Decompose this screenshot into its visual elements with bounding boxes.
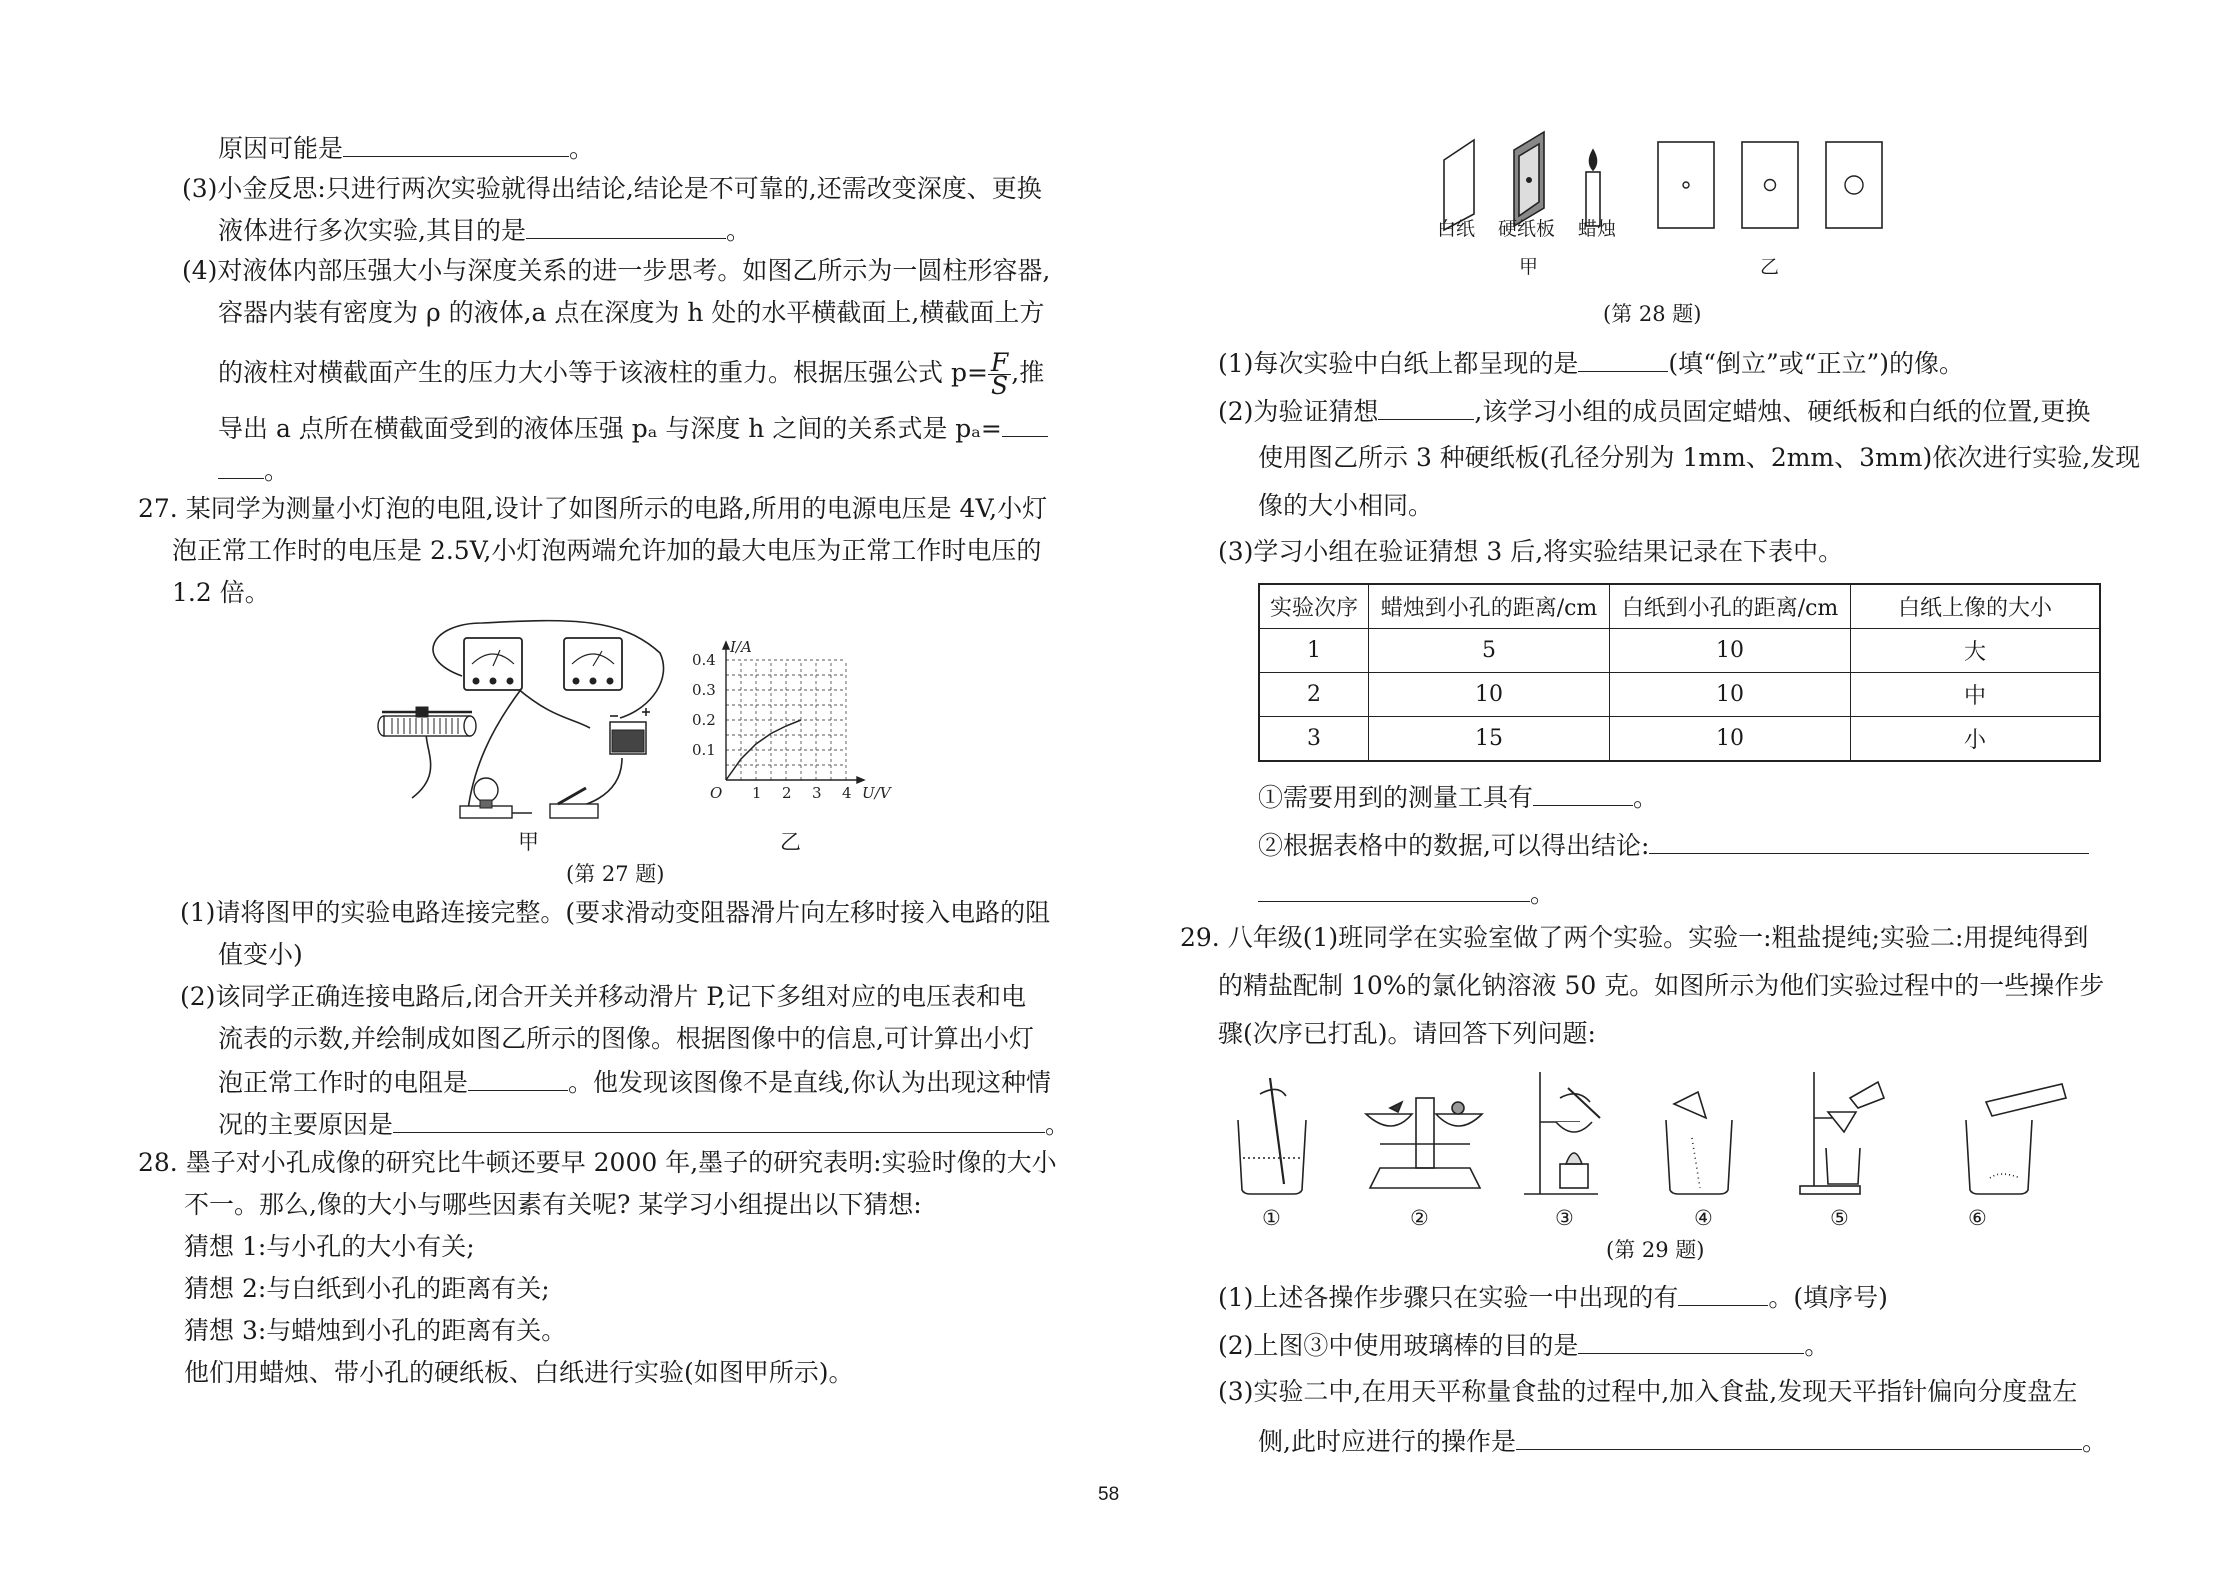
white-paper — [1444, 140, 1474, 230]
cardboard — [1514, 132, 1544, 226]
x-axis-arrow — [857, 777, 864, 783]
x-tick-label: 3 — [812, 784, 822, 802]
table-cell: 小 — [1851, 717, 2101, 762]
q27-line2: 泡正常工作时的电压是 2.5V,小灯泡两端允许加的最大电压为正常工作时电压的 — [172, 536, 1042, 565]
fig27-label-b: 乙 — [780, 830, 801, 854]
q28-c1: ①需要用到的测量工具有 。 — [1258, 783, 1659, 812]
q29-line1: 29. 八年级(1)班同学在实验室做了两个实验。实验一:粗盐提纯;实验二:用提纯得到 — [1180, 923, 2089, 952]
table-cell: 3 — [1259, 717, 1369, 762]
answer-blank[interactable] — [218, 454, 264, 479]
fig28-caption: (第 28 题) — [1603, 302, 1702, 326]
x-axis-label: U/V — [862, 784, 891, 802]
table-cell: 10 — [1369, 673, 1610, 717]
q28-guess2: 猜想 2:与白纸到小孔的距离有关; — [184, 1274, 550, 1303]
q28-sub2-line3: 像的大小相同。 — [1258, 491, 1434, 520]
answer-blank[interactable] — [1516, 1425, 2082, 1450]
evaporating-dish — [1524, 1072, 1600, 1194]
fig29-label-5: ⑤ — [1830, 1206, 1849, 1230]
q27-sub1-line2: 值变小) — [218, 940, 303, 969]
q26-sub4-line5: 。 — [218, 454, 289, 486]
q26-sub3-line2: 液体进行多次实验,其目的是 。 — [218, 216, 751, 245]
q26-sub4-line4: 导出 a 点所在横截面受到的液体压强 pₐ 与深度 h 之间的关系式是 pₐ= — [218, 412, 1048, 444]
table-cell: 10 — [1610, 673, 1851, 717]
answer-blank[interactable] — [468, 1066, 568, 1091]
balance-scale — [1366, 1098, 1482, 1188]
y-axis-label: I/A — [730, 638, 752, 656]
q28-line2: 不一。那么,像的大小与哪些因素有关呢? 某学习小组提出以下猜想: — [184, 1190, 922, 1219]
q27-line3: 1.2 倍。 — [172, 578, 270, 607]
pressure-fraction: $\frac{F}{S}$ — [988, 352, 1011, 397]
fig29-caption: (第 29 题) — [1606, 1238, 1705, 1262]
fig29-label-4: ④ — [1694, 1206, 1713, 1230]
table-cell: 大 — [1851, 629, 2101, 673]
y-tick-label: 0.2 — [692, 711, 716, 729]
answer-blank[interactable] — [1002, 412, 1048, 437]
q28-c2: ②根据表格中的数据,可以得出结论: — [1258, 829, 2089, 861]
x-tick-label: 4 — [842, 784, 852, 802]
q29-sub2: (2)上图③中使用玻璃棒的目的是 。 — [1218, 1331, 1830, 1360]
page-number: 58 — [1098, 1484, 1120, 1505]
q29-sub3-line2: 侧,此时应进行的操作是 。 — [1258, 1427, 2107, 1456]
fig29-label-3: ③ — [1555, 1206, 1574, 1230]
answer-blank[interactable] — [343, 132, 569, 157]
q28-guess1: 猜想 1:与小孔的大小有关; — [184, 1232, 475, 1261]
answer-blank[interactable] — [1258, 877, 1530, 902]
fig29-label-1: ① — [1262, 1206, 1281, 1230]
candle — [1586, 150, 1600, 226]
lamp — [460, 778, 512, 818]
table-cell: 10 — [1610, 717, 1851, 762]
q27-sub2-line3: 泡正常工作时的电阻是 。他发现该图像不是直线,你认为出现这种情 — [218, 1068, 1051, 1097]
results-table — [1258, 583, 2101, 762]
fig27-caption: (第 27 题) — [566, 862, 665, 886]
cardboard-1mm — [1658, 142, 1714, 228]
beaker-dissolving — [1666, 1092, 1732, 1194]
fig27-label-a: 甲 — [518, 830, 539, 854]
circuit-figure — [372, 618, 672, 818]
label-candle: 蜡烛 — [1578, 218, 1617, 240]
table-cell: 10 — [1610, 629, 1851, 673]
beaker-stirring — [1238, 1078, 1306, 1194]
q26-sub4-line2: 容器内装有密度为 ρ 的液体,a 点在深度为 h 处的水平横截面上,横截面上方 — [218, 298, 1045, 327]
q28-line3: 他们用蜡烛、带小孔的硬纸板、白纸进行实验(如图甲所示)。 — [184, 1358, 854, 1387]
y-axis-arrow — [723, 642, 729, 649]
q28-c3: 。 — [1258, 877, 1555, 909]
table-cell: 2 — [1259, 673, 1369, 717]
table-header: 蜡烛到小孔的距离/cm — [1369, 584, 1610, 629]
cardboard-2mm — [1742, 142, 1798, 228]
table-header: 实验次序 — [1259, 584, 1369, 629]
q27-sub2-line1: (2)该同学正确连接电路后,闭合开关并移动滑片 P,记下多组对应的电压表和电 — [180, 982, 1027, 1011]
cardboard-3mm — [1826, 142, 1882, 228]
q29-sub1: (1)上述各操作步骤只在实验一中出现的有 。(填序号) — [1218, 1283, 1888, 1312]
table-row — [1259, 673, 2100, 717]
q27-sub1-line1: (1)请将图甲的实验电路连接完整。(要求滑动变阻器滑片向左移时接入电路的阻 — [180, 898, 1051, 927]
pinhole-figure — [1436, 130, 1906, 230]
voltmeter — [464, 638, 522, 690]
lab-steps-figure — [1230, 1058, 2110, 1198]
origin-label: O — [710, 784, 723, 802]
y-tick-label: 0.3 — [692, 681, 716, 699]
table-cell: 15 — [1369, 717, 1610, 762]
y-tick-label: 0.1 — [692, 741, 716, 759]
q26-sub3-line1: (3)小金反思:只进行两次实验就得出结论,结论是不可靠的,还需改变深度、更换 — [182, 174, 1042, 203]
beaker-pouring-cylinder — [1966, 1084, 2066, 1194]
filtration-setup — [1800, 1072, 1884, 1194]
q28-guess3: 猜想 3:与蜡烛到小孔的距离有关。 — [184, 1316, 567, 1345]
q29-line2: 的精盐配制 10%的氯化钠溶液 50 克。如图所示为他们实验过程中的一些操作步 — [1218, 971, 2105, 1000]
label-white-paper: 白纸 — [1437, 218, 1476, 240]
q28-line1: 28. 墨子对小孔成像的研究比牛顿还要早 2000 年,墨子的研究表明:实验时像的大小 — [138, 1148, 1057, 1177]
rheostat — [378, 707, 476, 736]
q27-line1: 27. 某同学为测量小灯泡的电阻,设计了如图所示的电路,所用的电源电压是 4V,小灯 — [138, 494, 1048, 523]
q29-sub3-line1: (3)实验二中,在用天平称量食盐的过程中,加入食盐,发现天平指针偏向分度盘左 — [1218, 1377, 2078, 1406]
answer-blank[interactable] — [1678, 1281, 1768, 1306]
answer-blank[interactable] — [1578, 347, 1668, 372]
x-tick-label: 1 — [752, 784, 762, 802]
q27-sub2-line4: 况的主要原因是 。 — [218, 1110, 1071, 1139]
answer-blank[interactable] — [1533, 781, 1633, 806]
x-tick-label: 2 — [782, 784, 792, 802]
answer-blank[interactable] — [393, 1108, 1045, 1133]
q28-sub2-line1: (2)为验证猜想 ,该学习小组的成员固定蜡烛、硬纸板和白纸的位置,更换 — [1218, 397, 2091, 426]
table-cell: 5 — [1369, 629, 1610, 673]
answer-blank[interactable] — [1649, 829, 2089, 854]
fig28-label-a: 甲 — [1519, 256, 1539, 278]
table-cell: 中 — [1851, 673, 2101, 717]
q28-sub1: (1)每次实验中白纸上都呈现的是 (填“倒立”或“正立”)的像。 — [1218, 349, 1965, 378]
table-header: 白纸到小孔的距离/cm — [1610, 584, 1851, 629]
q28-sub3: (3)学习小组在验证猜想 3 后,将实验结果记录在下表中。 — [1218, 537, 1844, 566]
q26-sub4-line3: 的液柱对横截面产生的压力大小等于该液柱的重力。根据压强公式 p= $\frac{F}{S}$ ,推 — [218, 348, 1045, 400]
answer-blank[interactable] — [1378, 395, 1474, 420]
line-reason: 原因可能是 。 — [218, 134, 595, 163]
y-tick-label: 0.4 — [692, 651, 716, 669]
ammeter — [564, 638, 622, 690]
q29-line3: 骤(次序已打乱)。请回答下列问题: — [1218, 1019, 1596, 1048]
iu-chart — [680, 630, 920, 800]
table-row — [1259, 717, 2100, 762]
answer-blank[interactable] — [1578, 1329, 1804, 1354]
wire — [517, 688, 590, 728]
table-cell: 1 — [1259, 629, 1369, 673]
answer-blank[interactable] — [526, 214, 726, 239]
fig29-label-6: ⑥ — [1968, 1206, 1987, 1230]
fig28-label-b: 乙 — [1760, 256, 1780, 278]
table-row — [1259, 629, 2100, 673]
q26-sub4-line1: (4)对液体内部压强大小与深度关系的进一步思考。如图乙所示为一圆柱形容器, — [182, 256, 1051, 285]
table-header-row — [1259, 584, 2100, 629]
table-header: 白纸上像的大小 — [1851, 584, 2101, 629]
fig29-label-2: ② — [1410, 1206, 1429, 1230]
q27-sub2-line2: 流表的示数,并绘制成如图乙所示的图像。根据图像中的信息,可计算出小灯 — [218, 1024, 1034, 1053]
label-cardboard: 硬纸板 — [1498, 218, 1556, 240]
q28-sub2-line2: 使用图乙所示 3 种硬纸板(孔径分别为 1mm、2mm、3mm)依次进行实验,发现 — [1258, 443, 2141, 472]
